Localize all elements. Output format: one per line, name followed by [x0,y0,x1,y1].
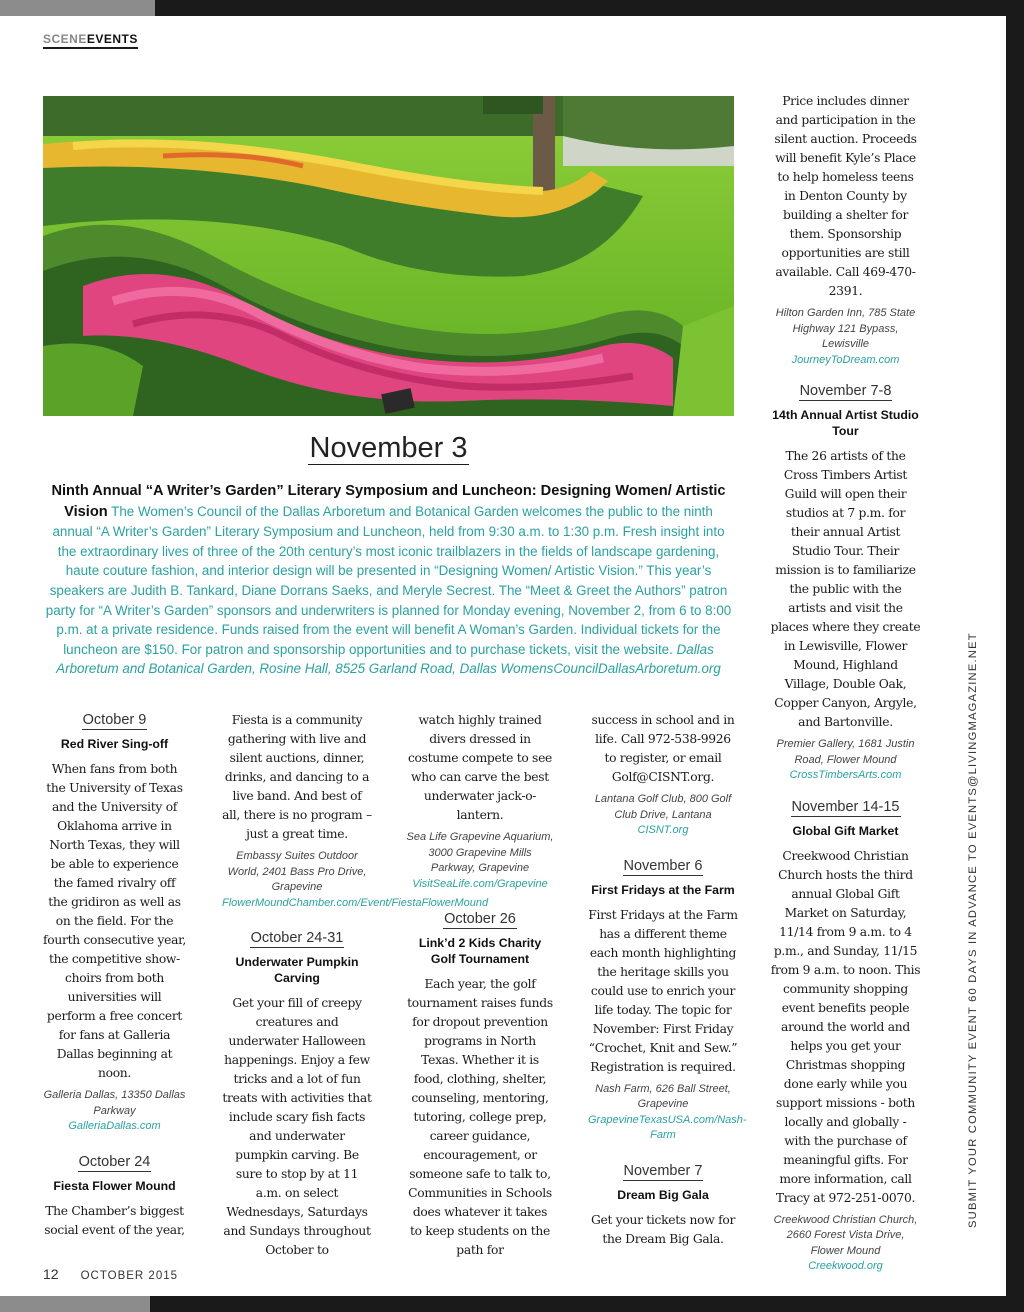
event-title: Fiesta Flower Mound [53,1178,176,1193]
event-date: October 24 [78,1153,151,1170]
section-label-dark: EVENTS [86,32,138,46]
event-description-continued: Price includes dinner and participation in the silent auction. Proceeds will benefit Kyle’s Place to help homeless teens in Denton County by building a shelter for them. Sponsorship opportunities are still available. Call 469-470-2391. [774,94,917,298]
event-location-text: Lantana Golf Club, 800 Golf Club Drive, Lantana [594,793,732,821]
feature-date [43,432,734,465]
event-location-text: Hilton Garden Inn, 785 State Highway 121 Bypass, Lewisville [775,307,916,350]
event-location-text: Creekwood Christian Church, 2660 Forest Vista Drive, Flower Mound [773,1213,918,1257]
event-link[interactable]: VisitSeaLife.com/Grapevine [412,877,548,890]
section-label-light: SCENE [43,32,87,46]
event-description: The Chamber’s biggest social event of the year, [44,1203,185,1237]
event-date: November 14-15 [791,798,900,815]
event-link[interactable]: CrossTimbersArts.com [789,769,902,781]
event-title: Global Gift Market [792,823,899,838]
event-title: Link’d 2 Kids Charity Golf Tournament [418,936,542,966]
event-date: November 7-8 [799,383,892,399]
frame-right-bar [1006,0,1024,1312]
event-location [588,1082,747,1144]
event-location-text: Nash Farm, 626 Ball Street, Grapevine [595,1082,731,1110]
event-location [406,830,554,892]
event-description: The 26 artists of the Cross Timbers Artist Guild will open their studios at 7 p.m. for their annual Artist Studio Tour. Their mission is to familiarize the public with the artists and visit the places where they create in Lewisville, Flower Mound, Highland Village, Double Oak, Copper Canyon, Argyle, and Bartonville. [770,449,921,729]
feature-title: Ninth Annual “A Writer’s Garden” Literary Symposium and Luncheon: Designing Women/ Artistic Vision [51,483,726,520]
event-description: First Fridays at the Farm has a different theme each month highlighting the heritage skills you could use to enrich your life today. The topic for November: First Friday “Crochet, Knit and Sew.” Registration is required. [588,907,738,1074]
event-location-text: Galleria Dallas, 13350 Dallas Parkway [43,1089,186,1117]
events-column-5 [770,92,921,1275]
events-column-1 [43,711,186,1240]
event-date: October 24-31 [250,930,344,946]
event-location-text: Embassy Suites Outdoor World, 2401 Bass Pro Drive, Grapevine [227,850,367,893]
section-label [43,32,138,49]
event-description: When fans from both the University of Texas and the University of Oklahoma arrive in North Texas, they will be able to experience the famed rivalry off the gridiron as well as on the field. For the fourth consecutive year, the competitive show-choirs from both universities will perform a free concert for fans at Galleria Dallas beginning at noon. [43,762,186,1080]
event-link[interactable]: JourneyToDream.com [791,353,900,366]
event-location [43,1088,186,1135]
event-date: October 9 [82,712,147,728]
frame-bottom-bar [150,1296,1024,1312]
event-description: Get your tickets now for the Dream Big Gala. [590,1212,736,1246]
event-title: First Fridays at the Farm [591,882,735,897]
feature-location[interactable]: Dallas Arboretum and Botanical Garden, Rosine Hall, 8525 Garland Road, Dallas WomensCouncilDallasArboretum.org [56,641,721,677]
events-column-3 [406,711,554,1260]
event-title: Dream Big Gala [617,1187,709,1202]
event-link[interactable]: GrapevineTexasUSA.com/Nash-Farm [588,1113,747,1141]
event-location [770,306,921,368]
event-date: October 26 [444,911,516,927]
event-description-continued: success in school and in life. Call 972-538-9926 to register, or email Golf@CISNT.org. [591,713,735,784]
event-location [770,737,921,784]
feature-article [43,481,734,679]
frame-top-gray [0,0,155,16]
event-location-text: Sea Life Grapevine Aquarium, 3000 Grapevine Mills Parkway, Grapevine [406,831,554,874]
event-date: November 7 [623,1162,703,1179]
tulip-garden-photo [43,96,734,416]
feature-body-text: The Women’s Council of the Dallas Arboretum and Botanical Garden welcomes the public to the ninth annual “A Writer’s Garden” Literary Symposium and Luncheon, held from 9:30 a.m. to 1:30 p.m. Fresh insight into the extraordinary lives of three of the 20th century’s most iconic trailblazers in the fields of landscape gardening, haute couture fashion, and interior design will be presented in “Designing Women/ Artistic Vision.” This year’s speakers are Judith B. Tankard, Diane Dorrans Saeks, and Meryle Secrest. The “Meet & Greet the Authors” patron party for “A Writer’s Garden” sponsors and underwriters is planned for Monday evening, November 2, from 6 to 8:00 p.m. at a private residence. Funds raised from the event will benefit A Woman’s Garden. Individual tickets for the luncheon are $150. For patron and sponsorship opportunities and to purchase tickets, visit the website. [45,503,732,657]
event-location [770,1213,921,1275]
event-location-text: Premier Gallery, 1681 Justin Road, Flower Mound [776,738,915,766]
feature-date-text: November 3 [309,432,468,464]
frame-bottom-gray [0,1296,150,1312]
event-link[interactable]: Creekwood.org [808,1260,883,1272]
event-description: Get your fill of creepy creatures and underwater Halloween happenings. Enjoy a few tricks and a lot of fun treats with activities that include scary fish facts and underwater pumpkin carving. Be sure to stop by at 11 a.m. on select Wednesdays, Saturdays and Sundays throughout October to [222,996,372,1257]
page-number: 12 [43,1266,59,1282]
submission-notice: SUBMIT YOUR COMMUNITY EVENT 60 DAYS IN ADVANCE TO EVENTS@LIVINGMAGAZINE.NET [967,632,979,1228]
frame-top-bar [155,0,1024,16]
event-description: Each year, the golf tournament raises funds for dropout prevention programs in North Texas. Whether it is food, clothing, shelter, counseling, mentoring, tutoring, college prep, career guidance, encouragement, or someone safe to talk to, Communities in Schools does whatever it takes to keep students on the path for [407,977,553,1257]
event-description-continued: watch highly trained divers dressed in costume compete to see who can carve the best underwater jack-o-lantern. [407,713,553,822]
events-column-4 [588,711,747,1249]
event-link[interactable]: FlowerMoundChamber.com/Event/FiestaFlowerMound [222,896,489,909]
page-footer [43,1266,178,1284]
event-title: 14th Annual Artist Studio Tour [772,408,919,438]
event-date: November 6 [623,857,703,874]
issue-date: OCTOBER 2015 [80,1270,179,1282]
event-link[interactable]: GalleriaDallas.com [68,1120,161,1132]
event-link[interactable]: CISNT.org [637,824,689,836]
event-title: Underwater Pumpkin Carving [235,955,359,985]
event-description-continued: Fiesta is a community gathering with live and silent auctions, dinner, drinks, and dancing to a live band. And best of all, there is no program – just a great time. [222,713,372,841]
event-title: Red River Sing-off [60,737,169,751]
event-description: Creekwood Christian Church hosts the third annual Global Gift Market on Saturday, 11/14 from 9 a.m. to 4 p.m., and Sunday, 11/15 from 9 a.m. to noon. This community shopping event benefits people around the world and helps you get your Christmas shopping done early while you support missions - both locally and globally - with the purchase of meaningful gifts. For more information, call Tracy at 972-251-0070. [770,848,921,1205]
event-location [588,792,738,839]
